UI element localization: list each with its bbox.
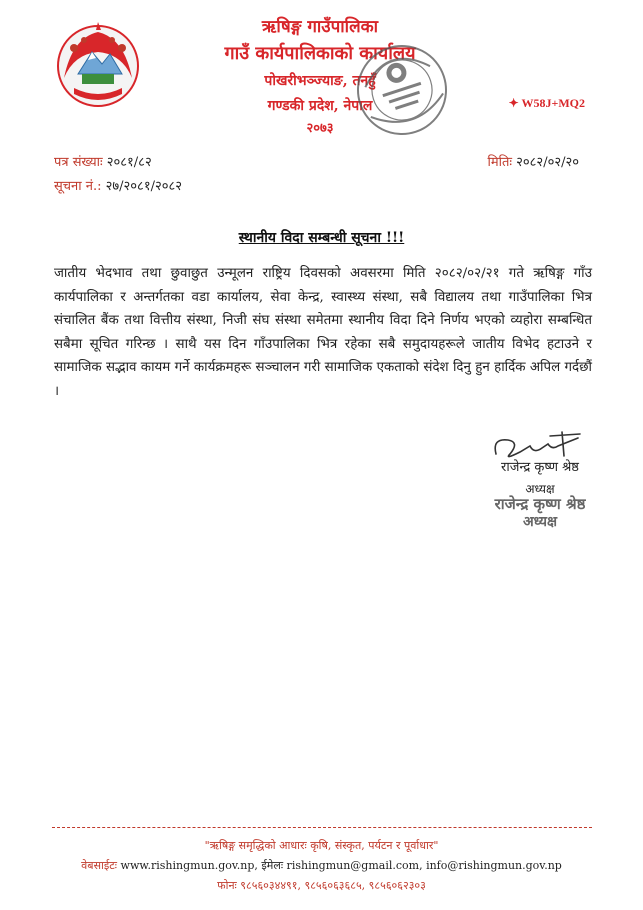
notice-subject: स्थानीय विदा सम्बन्धी सूचना !!! (238, 230, 405, 246)
footer-contact (0, 858, 643, 873)
phone-label: फोनः (217, 879, 237, 892)
website-value: www.rishingmun.gov.np, ईमेलः rishingmun@gmail.com, info@rishingmun.gov.np (120, 859, 562, 872)
notice-number (54, 176, 182, 194)
notice-body: जातीय भेदभाव तथा छुवाछुत उन्मूलन राष्ट्रिय दिवसको अवसरमा मिति २०८२/०२/२१ गते ऋषिङ्ग गाँउ कार्यपालिका र अन्तर्गतका वडा कार्यालय, सेवा केन्द्र, स्वास्थ्य संस्था, सबै विद्यालय तथा गाउँपालिका भित्र संचालित बैंक तथा वित्तीय संस्था, निजी संघ संस्था समेतमा स्थानीय विदा दिने निर्णय भएको व्यहोरा सम्बन्धित सबैमा सूचित गरिन्छ । साथै यस दिन गाँउपालिका भित्र रहेका सबै समुदायहरूले जातीय विभेद हटाउने र सामाजिक सद्भाव कायम गर्ने कार्यक्रमहरू सञ्चालन गरी सामाजिक एकताको संदेश दिनु हुन हार्दिक अपिल गर्दछौं । (54, 266, 592, 399)
name-stamp: राजेन्द्र कृष्ण श्रेष्ठ (494, 495, 586, 513)
office-name: गाउँ कार्यपालिकाको कार्यालय (224, 43, 416, 64)
notice-number-value: २७/२०८१/२०८२ (105, 179, 183, 194)
date-value: २०८२/०२/२० (516, 155, 579, 170)
office-seal-stamp (348, 36, 456, 144)
website-label: वेबसाईटः (81, 859, 118, 872)
letter-number-value: २०८१/८२ (106, 155, 152, 170)
date-label: मितिः (487, 155, 513, 170)
footer-phone (0, 878, 643, 893)
nepal-emblem-icon (52, 18, 144, 110)
plus-code: ✦ W58J+MQ2 (508, 96, 585, 110)
letter-number (54, 152, 152, 170)
notice-date (487, 152, 579, 170)
title-stamp: अध्यक्ष (522, 514, 558, 530)
signatory-name: राजेन्द्र कृष्ण श्रेष्ठ (501, 460, 579, 475)
established-year: २०७३ (306, 121, 334, 136)
province-name: गण्डकी प्रदेश, नेपाल (267, 98, 373, 114)
letter-number-label: पत्र संख्याः (54, 155, 103, 170)
signatory-title: अध्यक्ष (525, 482, 555, 496)
footer-divider (52, 827, 592, 828)
notice-number-label: सूचना नं.: (54, 179, 102, 194)
phone-value: ९८५६०३४४९१, ९८५६०६३६८५, ९८५६०६२३०३ (240, 879, 426, 892)
office-address: पोखरीभञ्ज्याङ, तनहुँ (264, 73, 376, 89)
municipality-name: ऋषिङ्ग गाउँपालिका (261, 17, 379, 37)
footer-slogan: "ऋषिङ्ग समृद्धिको आधारः कृषि, संस्कृत, पर्यटन र पूर्वाधार" (204, 839, 439, 852)
